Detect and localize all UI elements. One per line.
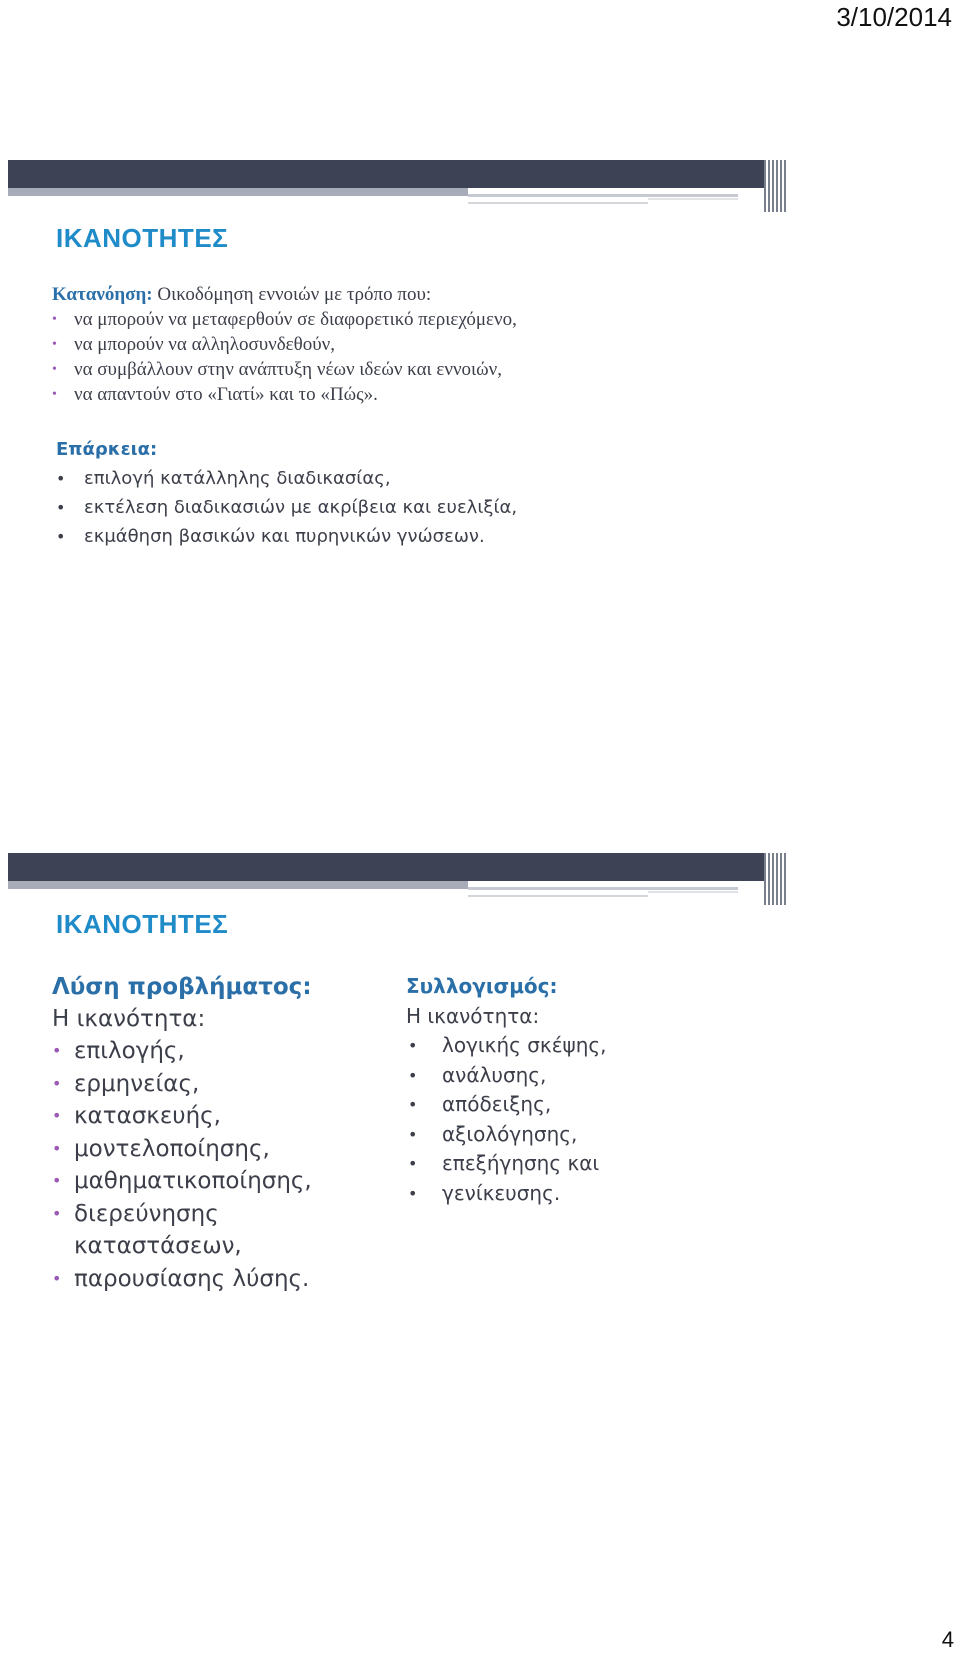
syllogismos-label: Συλλογισμός: [406,974,558,998]
list-item: • επεξήγησης και [406,1149,746,1179]
list-item: • επιλογή κατάλληλης διαδικασίας, [56,464,776,493]
list-item: • διερεύνησης καταστάσεων, [52,1198,254,1263]
slide-title: ΙΚΑΝΟΤΗΤΕΣ [56,223,229,253]
list-item: • απόδειξης, [406,1090,746,1120]
slide-header-bar [8,853,788,913]
eparkeia-list [56,464,776,551]
syllogismos-section [406,971,746,1208]
katanoisi-label: Κατανόηση: [52,284,153,305]
list-item: • εκμάθηση βασικών και πυρηνικών γνώσεων. [56,522,776,551]
list-item: • παρουσίασης λύσης. [52,1263,352,1296]
list-item: • επιλογής, [52,1035,352,1068]
slide-header-bar [8,160,788,220]
slide-title: ΙΚΑΝΟΤΗΤΕΣ [56,909,229,939]
eparkeia-label: Επάρκεια: [56,439,158,460]
date-label: 3/10/2014 [836,2,952,32]
page-number: 4 [941,1627,954,1652]
lysi-list [52,1035,352,1295]
list-item: • γενίκευσης. [406,1179,746,1209]
list-item: • μοντελοποίησης, [52,1133,352,1166]
list-item: • αξιολόγησης, [406,1120,746,1150]
lysi-section [52,971,372,1295]
lysi-label: Λύση προβλήματος: [52,974,312,1000]
eparkeia-section [56,436,776,551]
katanoisi-intro: Οικοδόμηση εννοιών με τρόπο που: [152,284,432,305]
list-item: • να συμβάλλουν στην ανάπτυξη νέων ιδεών και εννοιών, [52,357,772,382]
list-item: • εκτέλεση διαδικασιών με ακρίβεια και ευελιξία, [56,493,776,522]
syllogismos-intro: Η ικανότητα: [406,1004,540,1028]
slide-2 [8,853,788,1313]
syllogismos-list [406,1031,746,1208]
list-item: • να μπορούν να αλληλοσυνδεθούν, [52,332,772,357]
slide-1 [8,160,788,580]
list-item: • μαθηματικοποίησης, [52,1165,352,1198]
list-item: • ερμηνείας, [52,1068,352,1101]
katanoisi-section [52,282,772,407]
list-item: • να μπορούν να μεταφερθούν σε διαφορετικό περιεχόμενο, [52,307,772,332]
list-item: • λογικής σκέψης, [406,1031,746,1061]
list-item: • ανάλυσης, [406,1061,746,1091]
katanoisi-list [52,307,772,407]
list-item: • να απαντούν στο «Γιατί» και το «Πώς». [52,382,772,407]
list-item: • κατασκευής, [52,1100,352,1133]
lysi-intro: Η ικανότητα: [52,1006,206,1032]
